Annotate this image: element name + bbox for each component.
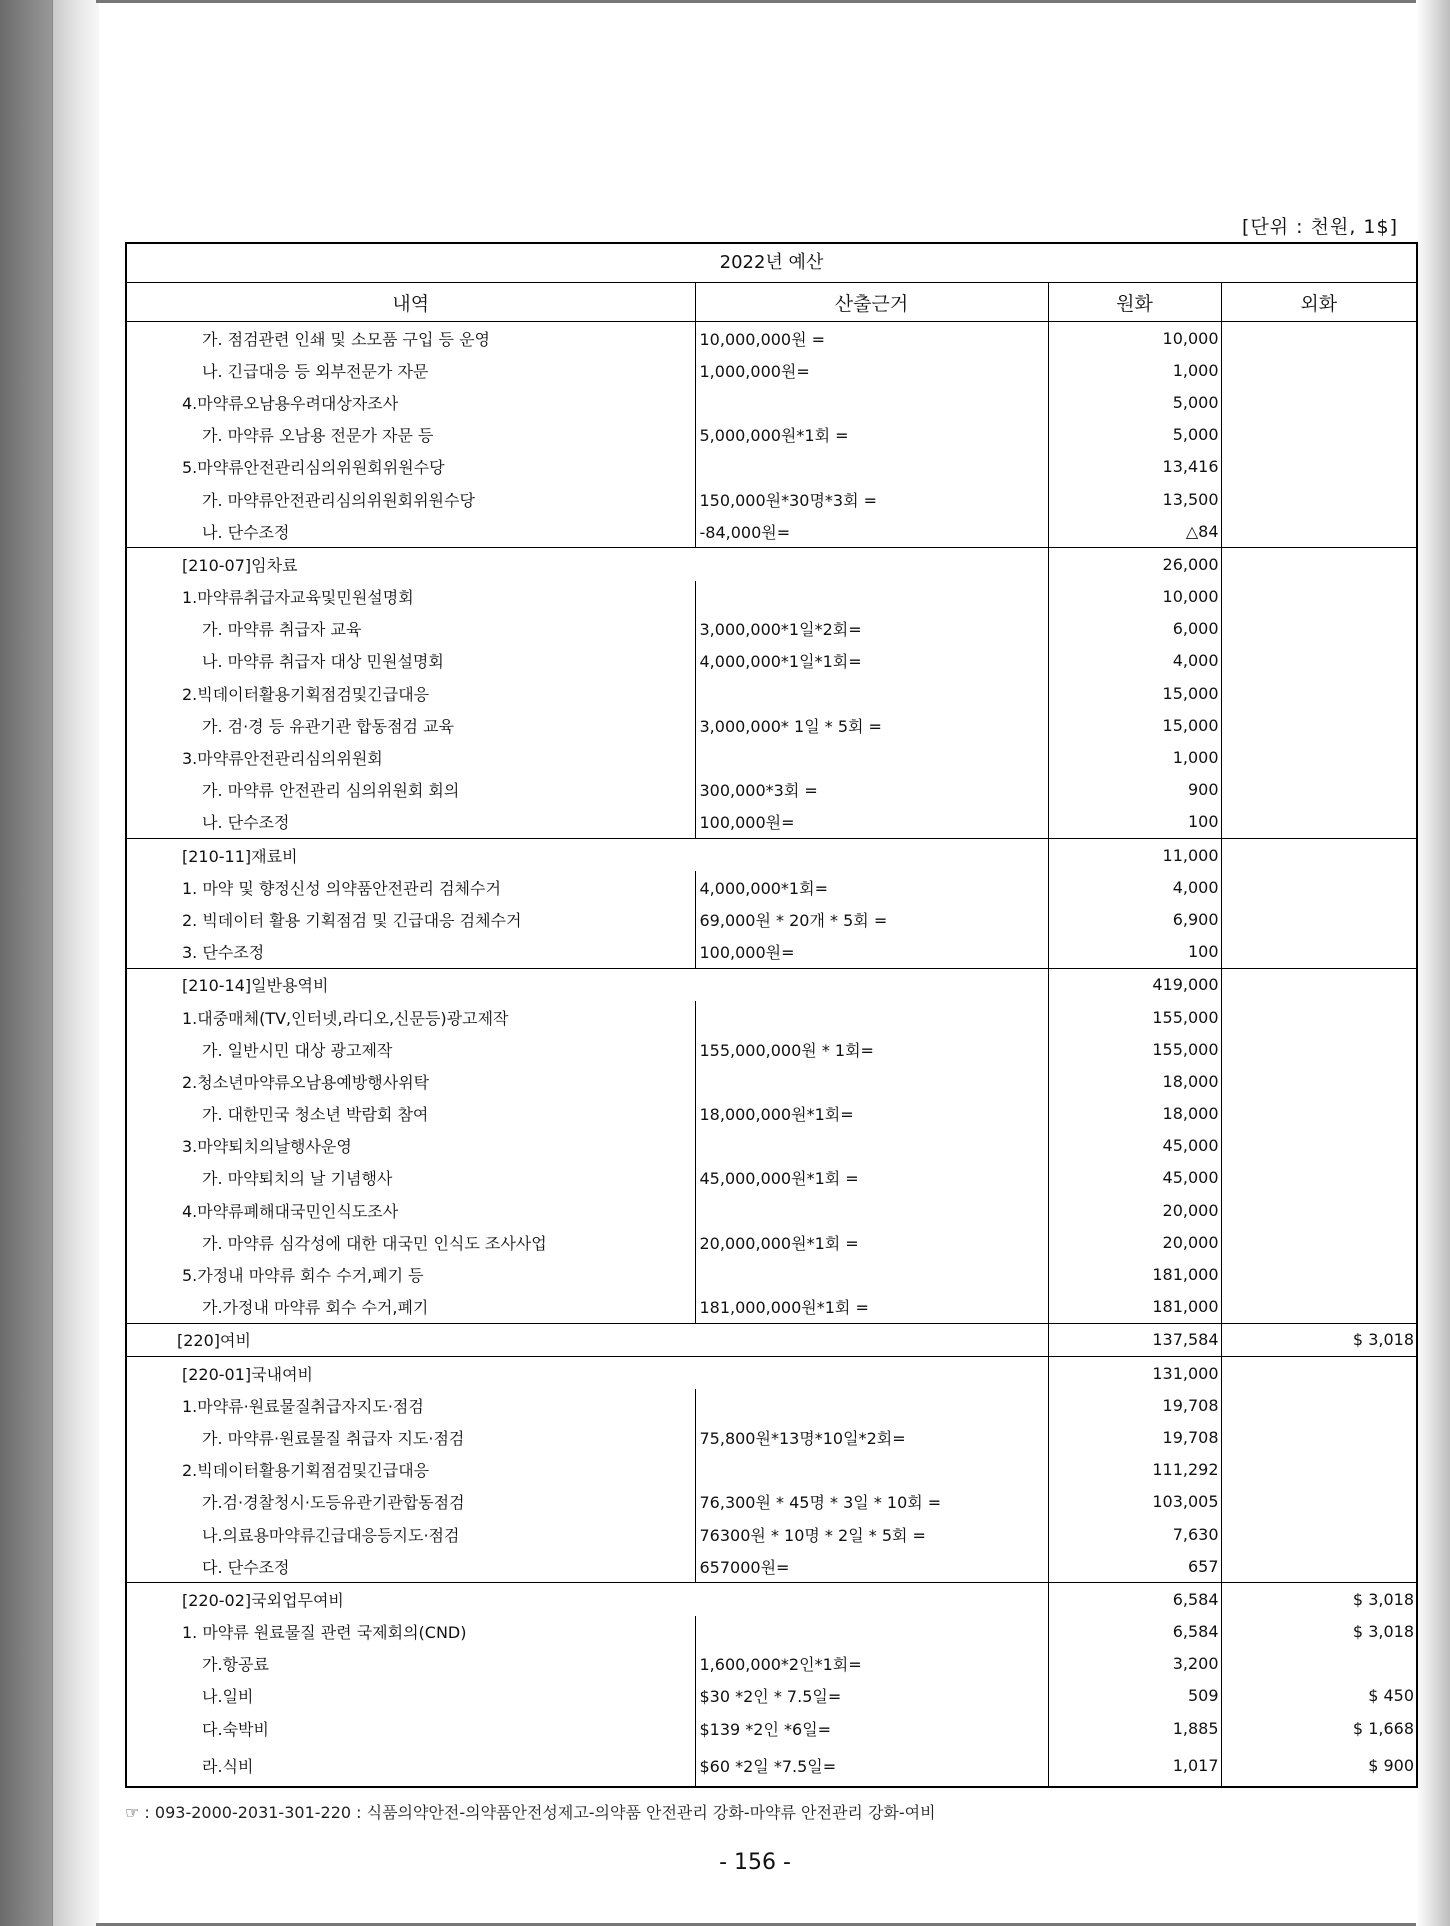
table-row — [127, 1712, 1416, 1744]
cell-basis: 3,000,000*1일*2회= — [695, 613, 1048, 645]
cell-krw: 19,708 — [1048, 1389, 1221, 1421]
cell-fx — [1221, 1389, 1416, 1421]
cell-basis — [695, 581, 1048, 613]
cell-basis: 76300원 * 10명 * 2일 * 5회 = — [695, 1518, 1048, 1550]
cell-desc: 2.빅데이터활용기획점검및긴급대응 — [127, 677, 695, 709]
cell-basis: 300,000*3회 = — [695, 774, 1048, 806]
cell-basis — [695, 386, 1048, 418]
cell-krw: 15,000 — [1048, 677, 1221, 709]
cell-basis — [695, 741, 1048, 773]
cell-fx — [1221, 1001, 1416, 1033]
table-row — [127, 1258, 1416, 1290]
cell-desc: 가. 마약류 심각성에 대한 대국민 인식도 조사사업 — [127, 1226, 695, 1258]
cell-krw: 419,000 — [1048, 968, 1221, 1001]
cell-desc: 나.일비 — [127, 1680, 695, 1712]
cell-desc: 나. 긴급대응 등 외부전문가 자문 — [127, 354, 695, 386]
cell-fx — [1221, 936, 1416, 969]
cell-basis: -84,000원= — [695, 515, 1048, 548]
cell-fx — [1221, 483, 1416, 515]
cell-krw: 45,000 — [1048, 1162, 1221, 1194]
cell-fx — [1221, 774, 1416, 806]
table-row — [127, 1583, 1416, 1616]
cell-basis: 20,000,000원*1회 = — [695, 1226, 1048, 1258]
cell-krw: 509 — [1048, 1680, 1221, 1712]
table-row — [127, 936, 1416, 969]
table-row — [127, 1616, 1416, 1648]
cell-basis: 100,000원= — [695, 936, 1048, 969]
cell-desc: 2.빅데이터활용기획점검및긴급대응 — [127, 1454, 695, 1486]
cell-desc: 다.숙박비 — [127, 1712, 695, 1744]
cell-krw: 111,292 — [1048, 1454, 1221, 1486]
table-row — [127, 1162, 1416, 1194]
cell-desc: [220-02]국외업무여비 — [127, 1583, 1048, 1616]
cell-desc: 가.가정내 마약류 회수 수거,폐기 — [127, 1291, 695, 1324]
cell-desc: 가. 마약류·원료물질 취급자 지도·점검 — [127, 1421, 695, 1453]
cell-fx — [1221, 1648, 1416, 1680]
table-row — [127, 386, 1416, 418]
cell-desc: 가. 마약류 안전관리 심의위원회 회의 — [127, 774, 695, 806]
unit-note: [단위 : 천원, 1$] — [1242, 216, 1398, 238]
cell-fx: $ 450 — [1368, 1686, 1414, 1706]
page-curl — [52, 0, 99, 1926]
cell-fx — [1221, 645, 1416, 677]
table-row — [127, 354, 1416, 386]
cell-krw: 45,000 — [1048, 1130, 1221, 1162]
table-row — [127, 548, 1416, 581]
cell-desc: 나. 마약류 취급자 대상 민원설명회 — [127, 645, 695, 677]
table-row — [127, 741, 1416, 773]
cell-desc: [220]여비 — [127, 1323, 1048, 1356]
cell-basis — [695, 1454, 1048, 1486]
cell-basis — [695, 1194, 1048, 1226]
header-krw: 원화 — [1048, 283, 1221, 322]
cell-basis: 4,000,000*1회= — [695, 871, 1048, 903]
cell-krw: 657 — [1048, 1550, 1221, 1583]
table-row — [127, 1226, 1416, 1258]
cell-fx — [1221, 1130, 1416, 1162]
cell-fx — [1221, 1162, 1416, 1194]
cell-fx: $ 900 — [1368, 1755, 1414, 1775]
table-row — [127, 1421, 1416, 1453]
header-fx: 외화 — [1221, 283, 1416, 322]
cell-basis: 657000원= — [695, 1550, 1048, 1583]
cell-fx — [1221, 322, 1416, 355]
cell-fx — [1221, 741, 1416, 773]
header-desc: 내역 — [127, 283, 695, 322]
table-row — [127, 483, 1416, 515]
table-row — [127, 581, 1416, 613]
cell-fx — [1221, 1065, 1416, 1097]
table-row — [127, 1098, 1416, 1130]
cell-krw: 11,000 — [1048, 839, 1221, 872]
table-row — [127, 871, 1416, 903]
cell-fx — [1221, 1226, 1416, 1258]
cell-basis: 45,000,000원*1회 = — [695, 1162, 1048, 1194]
cell-krw: 4,000 — [1048, 645, 1221, 677]
cell-fx — [1221, 903, 1416, 935]
cell-desc: 5.마약류안전관리심의위원회위원수당 — [127, 451, 695, 483]
cell-fx — [1221, 1550, 1416, 1583]
cell-fx: $ 1,668 — [1352, 1718, 1414, 1738]
table-row — [127, 1454, 1416, 1486]
cell-krw: 155,000 — [1048, 1001, 1221, 1033]
cell-desc: 가. 마약류 오남용 전문가 자문 등 — [127, 419, 695, 451]
cell-basis: 4,000,000*1일*1회= — [695, 645, 1048, 677]
cell-krw: 3,200 — [1048, 1648, 1221, 1680]
cell-krw: 1,017 — [1048, 1744, 1221, 1786]
table-row — [127, 1648, 1416, 1680]
cell-krw: 900 — [1048, 774, 1221, 806]
cell-basis — [695, 1616, 1048, 1648]
cell-desc: 4.마약류폐해대국민인식도조사 — [127, 1194, 695, 1226]
budget-code-footnote: ☞ : 093-2000-2031-301-220 : 식품의약안전-의약품안전성제고-의약품 안전관리 강화-마약류 안전관리 강화-여비 — [125, 1803, 936, 1822]
table-row — [127, 677, 1416, 709]
table-row — [127, 709, 1416, 741]
cell-fx — [1221, 1454, 1416, 1486]
cell-krw: 6,584 — [1048, 1616, 1221, 1648]
cell-desc: 나. 단수조정 — [127, 806, 695, 839]
cell-basis: 10,000,000원 = — [695, 322, 1048, 355]
cell-fx — [1221, 1098, 1416, 1130]
cell-desc: 다. 단수조정 — [127, 1550, 695, 1583]
cell-krw: 15,000 — [1048, 709, 1221, 741]
cell-fx — [1221, 1486, 1416, 1518]
table-row — [127, 515, 1416, 548]
cell-basis — [695, 1258, 1048, 1290]
table-row — [127, 645, 1416, 677]
cell-fx — [1221, 386, 1416, 418]
cell-fx — [1221, 1421, 1416, 1453]
cell-desc: 1. 마약류 원료물질 관련 국제회의(CND) — [127, 1616, 695, 1648]
cell-krw: 19,708 — [1048, 1421, 1221, 1453]
cell-desc: 가. 검·경 등 유관기관 합동점검 교육 — [127, 709, 695, 741]
cell-desc: 나.의료용마약류긴급대응등지도·점검 — [127, 1518, 695, 1550]
cell-fx — [1221, 1258, 1416, 1290]
cell-fx — [1221, 1291, 1416, 1324]
cell-krw: 26,000 — [1048, 548, 1221, 581]
table-row — [127, 1194, 1416, 1226]
cell-krw: 20,000 — [1048, 1226, 1221, 1258]
cell-fx — [1221, 515, 1416, 548]
cell-desc: 가. 점검관련 인쇄 및 소모품 구입 등 운영 — [127, 322, 695, 355]
table-row — [127, 1680, 1416, 1712]
cell-krw: 100 — [1048, 936, 1221, 969]
cell-basis: $139 *2인 *6일= — [695, 1712, 1048, 1744]
cell-fx — [1221, 613, 1416, 645]
cell-desc: 가. 대한민국 청소년 박람회 참여 — [127, 1098, 695, 1130]
cell-krw: 6,000 — [1048, 613, 1221, 645]
table-row — [127, 1001, 1416, 1033]
cell-basis: 155,000,000원 * 1회= — [695, 1033, 1048, 1065]
cell-fx: $ 3,018 — [1352, 1622, 1414, 1642]
table-row — [127, 613, 1416, 645]
cell-krw: 155,000 — [1048, 1033, 1221, 1065]
cell-desc: 3.마약류안전관리심의위원회 — [127, 741, 695, 773]
table-row — [127, 839, 1416, 872]
cell-krw: 181,000 — [1048, 1291, 1221, 1324]
table-row — [127, 1550, 1416, 1583]
table-row — [127, 774, 1416, 806]
table-row — [127, 1065, 1416, 1097]
cell-fx — [1221, 581, 1416, 613]
cell-krw: 1,000 — [1048, 741, 1221, 773]
table-row — [127, 1033, 1416, 1065]
cell-fx: $ 3,018 — [1221, 1323, 1416, 1356]
cell-fx — [1221, 871, 1416, 903]
cell-krw: 10,000 — [1048, 581, 1221, 613]
cell-basis: 76,300원 * 45명 * 3일 * 10회 = — [695, 1486, 1048, 1518]
table-row — [127, 1323, 1416, 1356]
cell-krw: 13,500 — [1048, 483, 1221, 515]
cell-krw: 13,416 — [1048, 451, 1221, 483]
cell-fx: $ 3,018 — [1221, 1583, 1416, 1616]
cell-fx — [1221, 419, 1416, 451]
cell-basis — [695, 1130, 1048, 1162]
cell-krw: 1,000 — [1048, 354, 1221, 386]
cell-desc: 1.마약류·원료물질취급자지도·점검 — [127, 1389, 695, 1421]
cell-krw: 137,584 — [1048, 1323, 1221, 1356]
table-row — [127, 968, 1416, 1001]
budget-title: 2022년 예산 — [127, 244, 1416, 283]
cell-basis: 3,000,000* 1일 * 5회 = — [695, 709, 1048, 741]
cell-krw: 100 — [1048, 806, 1221, 839]
cell-desc: 1.마약류취급자교육및민원설명회 — [127, 581, 695, 613]
cell-desc: 5.가정내 마약류 회수 수거,폐기 등 — [127, 1258, 695, 1290]
cell-desc: 가. 마약류 취급자 교육 — [127, 613, 695, 645]
cell-desc: 가.항공료 — [127, 1648, 695, 1680]
table-row — [127, 451, 1416, 483]
cell-desc: [210-07]임차료 — [127, 548, 1048, 581]
budget-detail-table — [127, 283, 1416, 1786]
table-row — [127, 903, 1416, 935]
cell-desc: 1.대중매체(TV,인터넷,라디오,신문등)광고제작 — [127, 1001, 695, 1033]
cell-basis: 18,000,000원*1회= — [695, 1098, 1048, 1130]
cell-desc: [220-01]국내여비 — [127, 1357, 1048, 1390]
cell-krw: 6,584 — [1048, 1583, 1221, 1616]
table-row — [127, 806, 1416, 839]
cell-desc: 가. 일반시민 대상 광고제작 — [127, 1033, 695, 1065]
cell-desc: 2. 빅데이터 활용 기획점검 및 긴급대응 검체수거 — [127, 903, 695, 935]
cell-fx — [1221, 806, 1416, 839]
cell-desc: 4.마약류오남용우려대상자조사 — [127, 386, 695, 418]
table-row — [127, 1744, 1416, 1786]
header-basis: 산출근거 — [695, 283, 1048, 322]
cell-fx — [1221, 1194, 1416, 1226]
cell-basis: 75,800원*13명*10일*2회= — [695, 1421, 1048, 1453]
page-number: - 156 - — [719, 1850, 791, 1875]
cell-basis: 69,000원 * 20개 * 5회 = — [695, 903, 1048, 935]
cell-krw: △84 — [1048, 515, 1221, 548]
cell-fx — [1221, 1518, 1416, 1550]
cell-desc: 나. 단수조정 — [127, 515, 695, 548]
cell-fx — [1221, 709, 1416, 741]
page-top-edge — [96, 0, 1416, 3]
cell-krw: 7,630 — [1048, 1518, 1221, 1550]
cell-basis — [695, 451, 1048, 483]
cell-basis: 181,000,000원*1회 = — [695, 1291, 1048, 1324]
cell-basis: 1,600,000*2인*1회= — [695, 1648, 1048, 1680]
cell-fx — [1221, 1357, 1416, 1390]
cell-basis: 100,000원= — [695, 806, 1048, 839]
cell-basis — [695, 1001, 1048, 1033]
cell-fx — [1221, 968, 1416, 1001]
cell-fx — [1221, 548, 1416, 581]
cell-desc: 1. 마약 및 향정신성 의약품안전관리 검체수거 — [127, 871, 695, 903]
cell-desc: 3. 단수조정 — [127, 936, 695, 969]
cell-basis: 150,000원*30명*3회 = — [695, 483, 1048, 515]
cell-krw: 18,000 — [1048, 1065, 1221, 1097]
cell-krw: 5,000 — [1048, 419, 1221, 451]
cell-desc: 가. 마약류안전관리심의위원회위원수당 — [127, 483, 695, 515]
cell-krw: 10,000 — [1048, 322, 1221, 355]
cell-krw: 20,000 — [1048, 1194, 1221, 1226]
cell-fx — [1221, 1033, 1416, 1065]
cell-desc: 3.마약퇴치의날행사운영 — [127, 1130, 695, 1162]
cell-basis: $30 *2인 * 7.5일= — [695, 1680, 1048, 1712]
cell-desc: 라.식비 — [127, 1744, 695, 1786]
cell-krw: 103,005 — [1048, 1486, 1221, 1518]
cell-desc: 가. 마약퇴치의 날 기념행사 — [127, 1162, 695, 1194]
cell-krw: 4,000 — [1048, 871, 1221, 903]
table-row — [127, 1357, 1416, 1390]
cell-basis: 1,000,000원= — [695, 354, 1048, 386]
table-row — [127, 1389, 1416, 1421]
table-row — [127, 1486, 1416, 1518]
budget-table — [125, 242, 1418, 1788]
cell-krw: 5,000 — [1048, 386, 1221, 418]
cell-basis: 5,000,000원*1회 = — [695, 419, 1048, 451]
table-row — [127, 419, 1416, 451]
table-row — [127, 322, 1416, 355]
cell-basis — [695, 1065, 1048, 1097]
cell-krw: 131,000 — [1048, 1357, 1221, 1390]
page-right-shadow — [1416, 0, 1450, 1926]
cell-krw: 181,000 — [1048, 1258, 1221, 1290]
cell-fx — [1221, 354, 1416, 386]
table-row — [127, 1291, 1416, 1324]
cell-krw: 18,000 — [1048, 1098, 1221, 1130]
header-row — [127, 283, 1416, 322]
cell-basis — [695, 677, 1048, 709]
cell-krw: 6,900 — [1048, 903, 1221, 935]
cell-fx — [1221, 677, 1416, 709]
table-row — [127, 1518, 1416, 1550]
cell-fx — [1221, 451, 1416, 483]
table-row — [127, 1130, 1416, 1162]
cell-desc: 가.검·경찰청시·도등유관기관합동점검 — [127, 1486, 695, 1518]
cell-basis: $60 *2일 *7.5일= — [695, 1744, 1048, 1786]
cell-basis — [695, 1389, 1048, 1421]
cell-desc: [210-11]재료비 — [127, 839, 1048, 872]
cell-fx — [1221, 839, 1416, 872]
cell-desc: 2.청소년마약류오남용예방행사위탁 — [127, 1065, 695, 1097]
cell-desc: [210-14]일반용역비 — [127, 968, 1048, 1001]
cell-krw: 1,885 — [1048, 1712, 1221, 1744]
